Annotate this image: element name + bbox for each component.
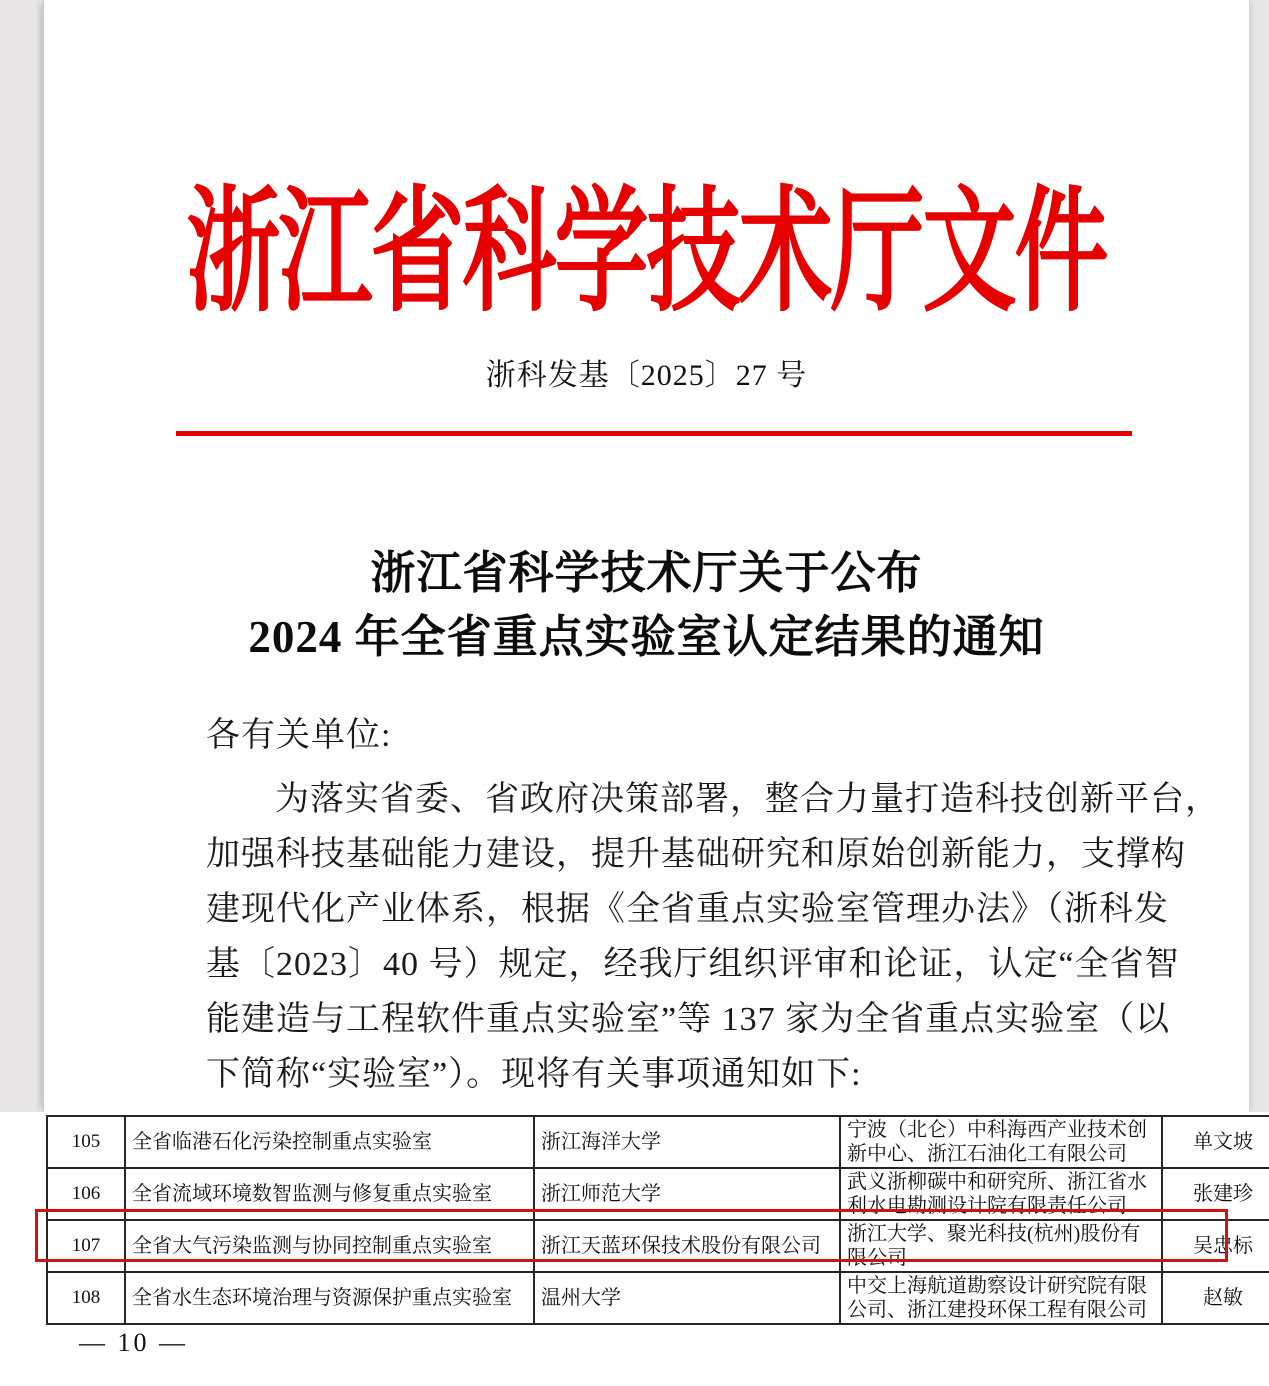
- row-number-cell: 108: [47, 1272, 125, 1324]
- row-number-cell: 105: [47, 1116, 125, 1168]
- table-row: [47, 1168, 1269, 1220]
- table-row-highlighted: [47, 1220, 1269, 1272]
- institution-cell: 浙江师范大学: [534, 1168, 840, 1220]
- table-sheet: [0, 1112, 1269, 1386]
- leader-cell: 吴忠标: [1162, 1220, 1269, 1272]
- document-page: [43, 0, 1250, 1112]
- partners-cell: 宁波（北仑）中科海西产业技术创新中心、浙江石油化工有限公司: [840, 1116, 1162, 1168]
- lab-name-cell: 全省临港石化污染控制重点实验室: [125, 1116, 534, 1168]
- body-line: 加强科技基础能力建设，提升基础研究和原始创新能力，支撑构: [206, 836, 1186, 873]
- leader-cell: 张建珍: [1162, 1168, 1269, 1220]
- red-divider-rule: [176, 431, 1132, 436]
- lab-name-cell: 全省水生态环境治理与资源保护重点实验室: [125, 1272, 534, 1324]
- agency-header-title: 浙江省科学技术厅文件: [186, 178, 1107, 329]
- lab-name-cell: 全省大气污染监测与协同控制重点实验室: [125, 1220, 534, 1272]
- leader-cell: 赵敏: [1162, 1272, 1269, 1324]
- document-number: 浙科发基〔2025〕27 号: [485, 359, 808, 392]
- partners-cell: 中交上海航道勘察设计研究院有限公司、浙江建投环保工程有限公司: [840, 1272, 1162, 1324]
- body-paragraph: [206, 772, 1220, 1102]
- body-line: 为落实省委、省政府决策部署，整合力量打造科技创新平台，: [275, 781, 1220, 818]
- body-line: 基〔2023〕40 号）规定，经我厅组织评审和论证，认定“全省智: [206, 946, 1180, 983]
- body-line: 建现代化产业体系，根据《全省重点实验室管理办法》（浙科发: [206, 891, 1169, 928]
- partners-cell: 浙江大学、聚光科技(杭州)股份有限公司: [840, 1220, 1162, 1272]
- salutation: 各有关单位:: [206, 717, 392, 754]
- partners-cell: 武义浙柳碳中和研究所、浙江省水利水电勘测设计院有限责任公司: [840, 1168, 1162, 1220]
- table-row: [47, 1116, 1269, 1168]
- row-number-cell: 107: [47, 1220, 125, 1272]
- page-number: — 10 —: [79, 1328, 188, 1357]
- labs-table: [46, 1115, 1269, 1325]
- lab-name-cell: 全省流域环境数智监测与修复重点实验室: [125, 1168, 534, 1220]
- table-row: [47, 1272, 1269, 1324]
- body-line: 下简称“实验室”）。现将有关事项通知如下:: [206, 1056, 862, 1093]
- row-number-cell: 106: [47, 1168, 125, 1220]
- notice-title-line1: 浙江省科学技术厅关于公布: [370, 548, 923, 598]
- leader-cell: 单文坡: [1162, 1116, 1269, 1168]
- notice-title-line2: 2024 年全省重点实验室认定结果的通知: [248, 612, 1045, 662]
- notice-title: [44, 541, 1249, 669]
- body-line: 能建造与工程软件重点实验室”等 137 家为全省重点实验室（以: [206, 1001, 1171, 1038]
- institution-cell: 浙江天蓝环保技术股份有限公司: [534, 1220, 840, 1272]
- institution-cell: 温州大学: [534, 1272, 840, 1324]
- institution-cell: 浙江海洋大学: [534, 1116, 840, 1168]
